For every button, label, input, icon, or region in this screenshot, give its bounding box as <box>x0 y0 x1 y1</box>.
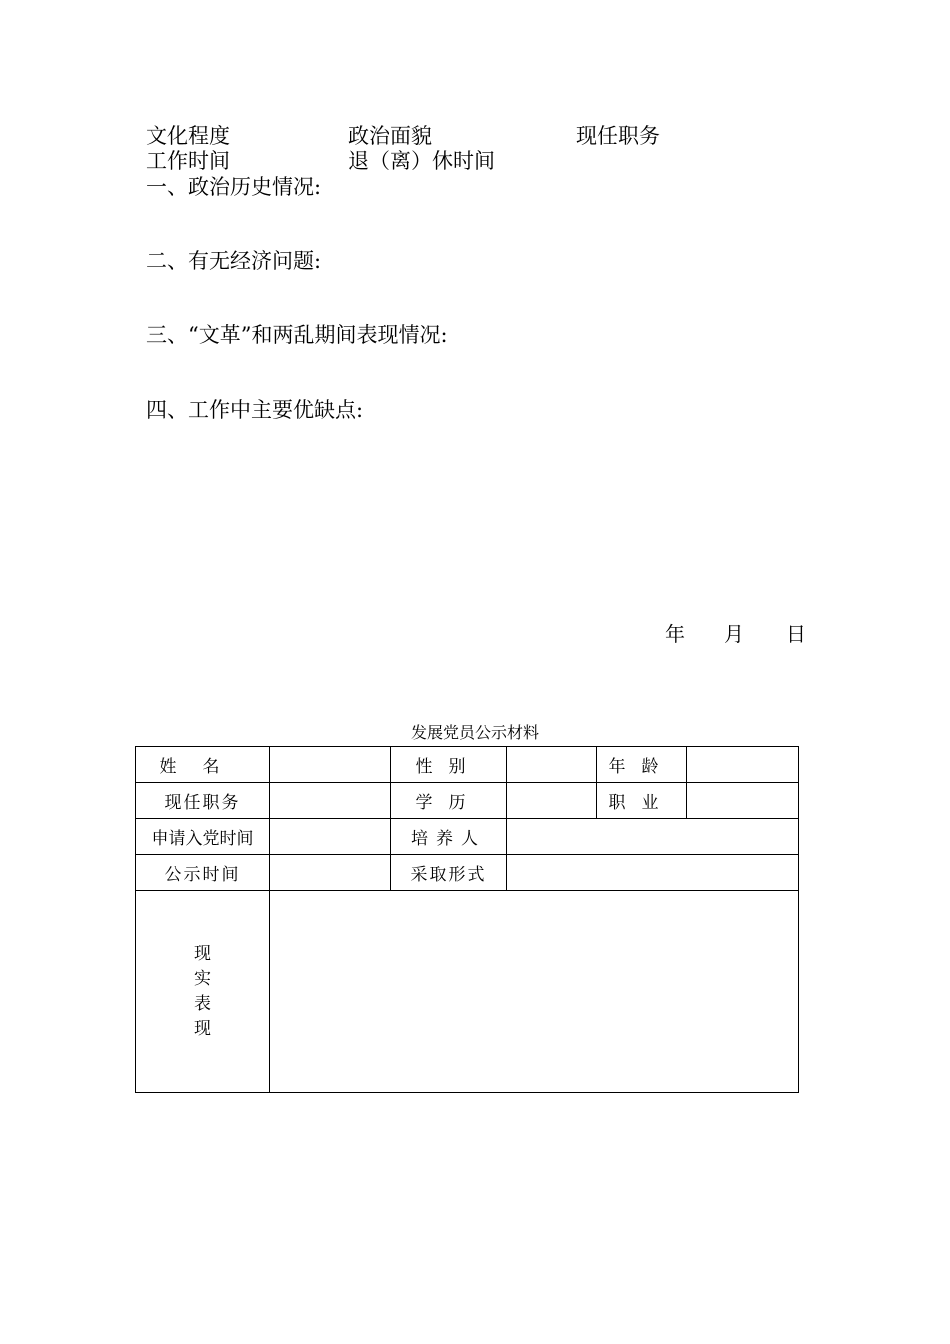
publicity-table <box>135 746 799 1093</box>
age-label: 年龄 <box>597 747 687 783</box>
section-political-history: 一、政治历史情况: <box>146 175 322 199</box>
trainer-label: 培养人 <box>391 819 507 855</box>
name-value[interactable] <box>270 747 391 783</box>
trainer-value[interactable] <box>507 819 799 855</box>
table-title: 发展党员公示材料 <box>410 723 539 742</box>
table-row <box>136 819 799 855</box>
name-label: 姓名 <box>136 747 270 783</box>
section-strengths-weaknesses: 四、工作中主要优缺点: <box>146 398 364 422</box>
label-current-position: 现任职务 <box>576 124 660 148</box>
table-row <box>136 855 799 891</box>
publicity-time-value[interactable] <box>270 855 391 891</box>
position-value[interactable] <box>270 783 391 819</box>
label-political-status: 政治面貌 <box>348 124 432 148</box>
occupation-value[interactable] <box>687 783 799 819</box>
table-row <box>136 891 799 1093</box>
gender-label: 性别 <box>391 747 507 783</box>
performance-label-cell <box>136 891 270 1093</box>
education-value[interactable] <box>507 783 597 819</box>
label-education: 文化程度 <box>146 124 230 148</box>
performance-label: 现实表现 <box>194 943 211 1039</box>
date-month: 月 <box>724 622 744 646</box>
label-retire-time: 退（离）休时间 <box>348 149 495 173</box>
method-label: 采取形式 <box>391 855 507 891</box>
education-label: 学历 <box>391 783 507 819</box>
method-value[interactable] <box>507 855 799 891</box>
date-day: 日 <box>786 622 806 646</box>
age-value[interactable] <box>687 747 799 783</box>
publicity-time-label: 公示时间 <box>136 855 270 891</box>
date-year: 年 <box>665 622 685 646</box>
apply-time-label: 申请入党时间 <box>136 819 270 855</box>
occupation-label: 职业 <box>597 783 687 819</box>
performance-value[interactable] <box>270 891 799 1093</box>
section-cultural-revolution: 三、“文革”和两乱期间表现情况: <box>146 323 448 347</box>
section-economic-issues: 二、有无经济问题: <box>146 249 322 273</box>
apply-time-value[interactable] <box>270 819 391 855</box>
gender-value[interactable] <box>507 747 597 783</box>
table-row <box>136 783 799 819</box>
table-row <box>136 747 799 783</box>
position-label: 现任职务 <box>136 783 270 819</box>
label-work-start: 工作时间 <box>146 149 230 173</box>
